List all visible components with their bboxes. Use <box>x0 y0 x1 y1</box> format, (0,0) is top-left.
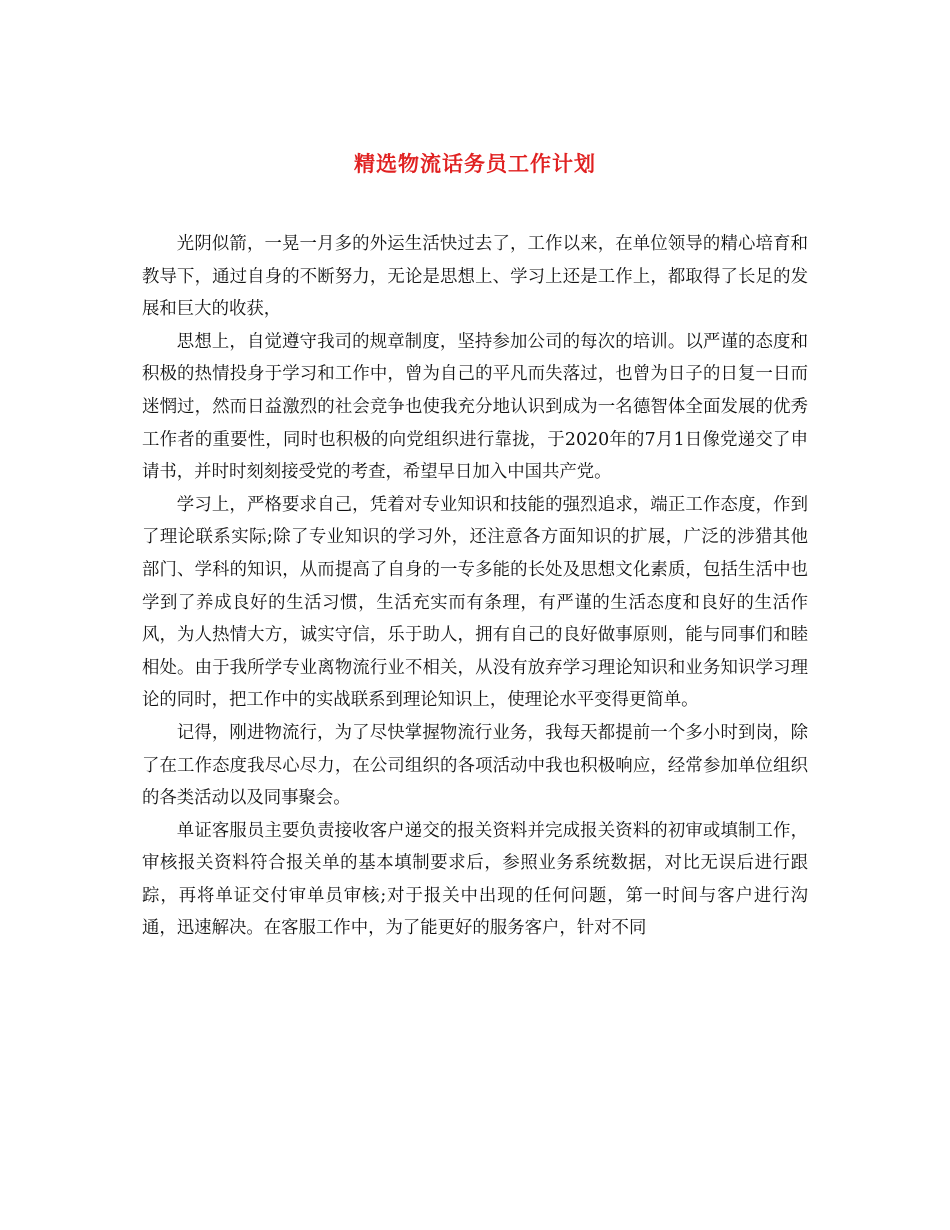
document-title: 精选物流话务员工作计划 <box>354 151 596 176</box>
paragraph-study: 学习上，严格要求自己，凭着对专业知识和技能的强烈追求，端正工作态度，作到了理论联系实际;除了专业知识的学习外，还注意各方面知识的扩展，广泛的涉猎其他部门、学科的知识，从而提高了自身的一专多能的长处及思想文化素质，包括生活中也学到了养成良好的生活习惯，生活充实而有条理，有严谨的生活态度和良好的生活作风，为人热情大方，诚实守信，乐于助人，拥有自己的良好做事原则，能与同事们和睦相处。由于我所学专业离物流行业不相关，从没有放弃学习理论知识和业务知识学习理论的同时，把工作中的实战联系到理论知识上，使理论水平变得更简单。 <box>142 494 808 711</box>
paragraph-duties: 单证客服员主要负责接收客户递交的报关资料并完成报关资料的初审或填制工作，审核报关资料符合报关单的基本填制要求后，参照业务系统数据，对比无误后进行跟踪，再将单证交付审单员审核;对于报关中出现的任何问题，第一时间与客户进行沟通，迅速解决。在客服工作中，为了能更好的服务客户，针对不同 <box>142 820 808 939</box>
paragraph-thought: 思想上，自觉遵守我司的规章制度，坚持参加公司的每次的培训。以严谨的态度和积极的热情投身于学习和工作中，曾为自己的平凡而失落过，也曾为日子的日复一日而迷惘过，然而日益激烈的社会竞争也使我充分地认识到成为一名德智体全面发展的优秀工作者的重要性，同时也积极的向党组织进行靠拢，于2020年的7月1日像党递交了申请书，并时时刻刻接受党的考查，希望早日加入中国共产党。 <box>142 331 808 483</box>
paragraph-memory: 记得，刚进物流行，为了尽快掌握物流行业务，我每天都提前一个多小时到岗，除了在工作态度我尽心尽力，在公司组织的各项活动中我也积极响应，经常参加单位组织的各类活动以及同事聚会。 <box>142 722 808 809</box>
paragraph-intro: 光阴似箭，一晃一月多的外运生活快过去了，工作以来，在单位领导的精心培育和教导下，通过自身的不断努力，无论是思想上、学习上还是工作上，都取得了长足的发展和巨大的收获， <box>142 234 808 320</box>
document-body <box>142 228 808 945</box>
